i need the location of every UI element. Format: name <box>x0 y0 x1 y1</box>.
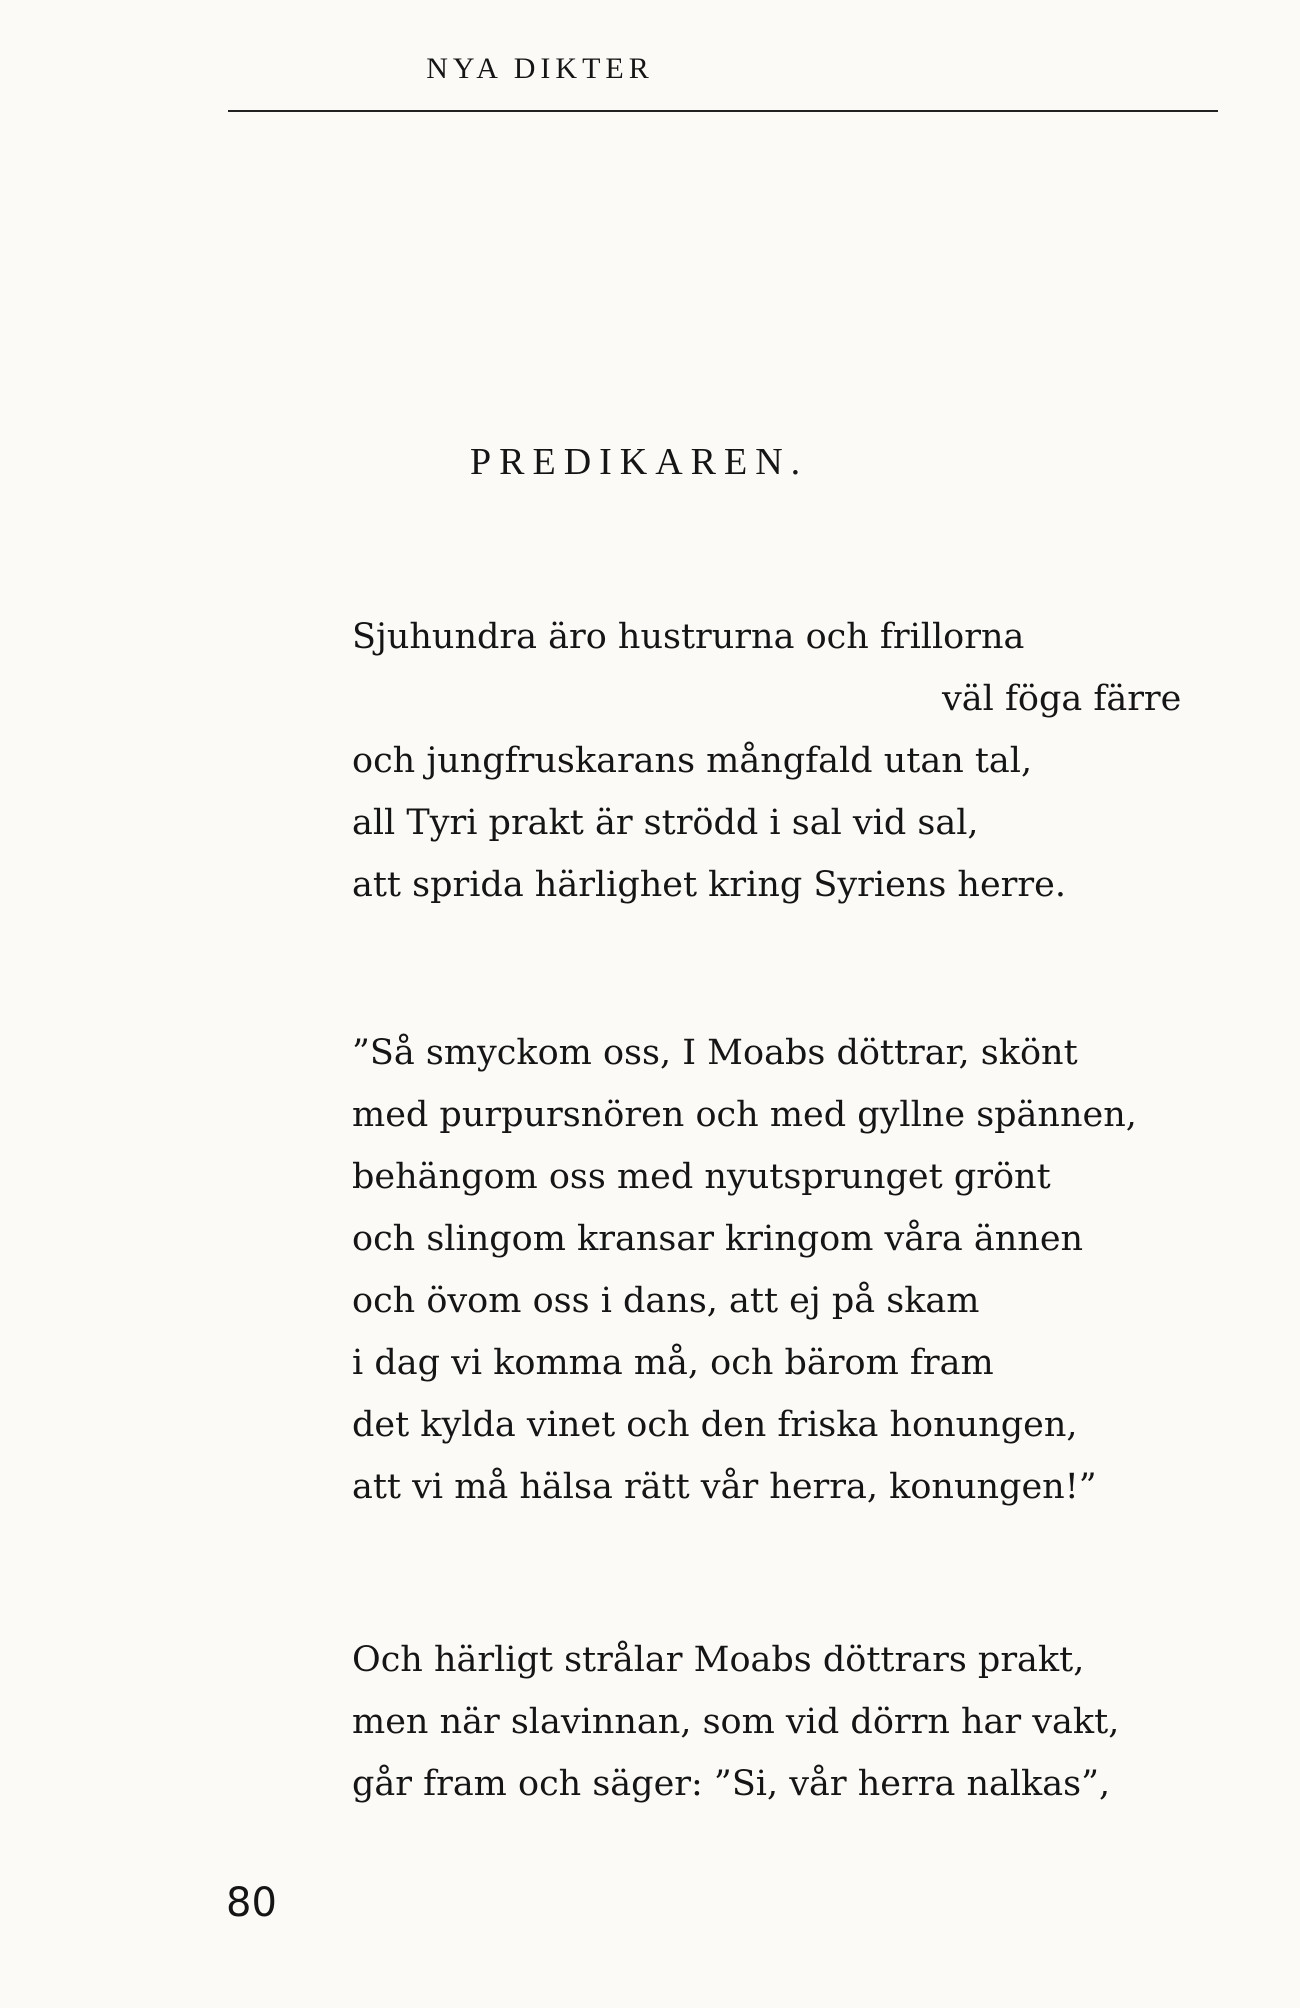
verse-line: all Tyri prakt är strödd i sal vid sal, <box>352 803 979 843</box>
verse-line: i dag vi komma må, och bärom fram <box>352 1343 994 1383</box>
verse-line: behängom oss med nyutsprunget grönt <box>352 1157 1051 1197</box>
page-number: 80 <box>226 1880 277 1926</box>
verse-line: att vi må hälsa rätt vår herra, konungen!” <box>352 1467 1097 1507</box>
verse-line: och slingom kransar kringom våra ännen <box>352 1219 1084 1259</box>
verse-line: och jungfruskarans mångfald utan tal, <box>352 741 1033 781</box>
verse-line: men när slavinnan, som vid dörrn har vakt, <box>352 1702 1120 1742</box>
poem-title: PREDIKAREN. <box>470 441 809 483</box>
stanza-3 <box>352 1629 1119 1815</box>
verse-line: ”Så smyckom oss, I Moabs döttrar, skönt <box>352 1033 1078 1073</box>
stanza-2 <box>352 1022 1137 1518</box>
verse-line: att sprida härlighet kring Syriens herre. <box>352 865 1066 905</box>
running-head: NYA DIKTER <box>426 52 654 85</box>
verse-line-indented: väl föga färre <box>942 679 1182 719</box>
stanza-1 <box>352 606 1181 916</box>
verse-line: går fram och säger: ”Si, vår herra nalkas”, <box>352 1764 1111 1804</box>
header-rule <box>228 110 1218 112</box>
verse-line: Sjuhundra äro hustrurna och frillorna <box>352 617 1025 657</box>
verse-line: Och härligt strålar Moabs döttrars prakt, <box>352 1640 1085 1680</box>
verse-line: med purpursnören och med gyllne spännen, <box>352 1095 1137 1135</box>
verse-line: och övom oss i dans, att ej på skam <box>352 1281 980 1321</box>
verse-line: det kylda vinet och den friska honungen, <box>352 1405 1078 1445</box>
